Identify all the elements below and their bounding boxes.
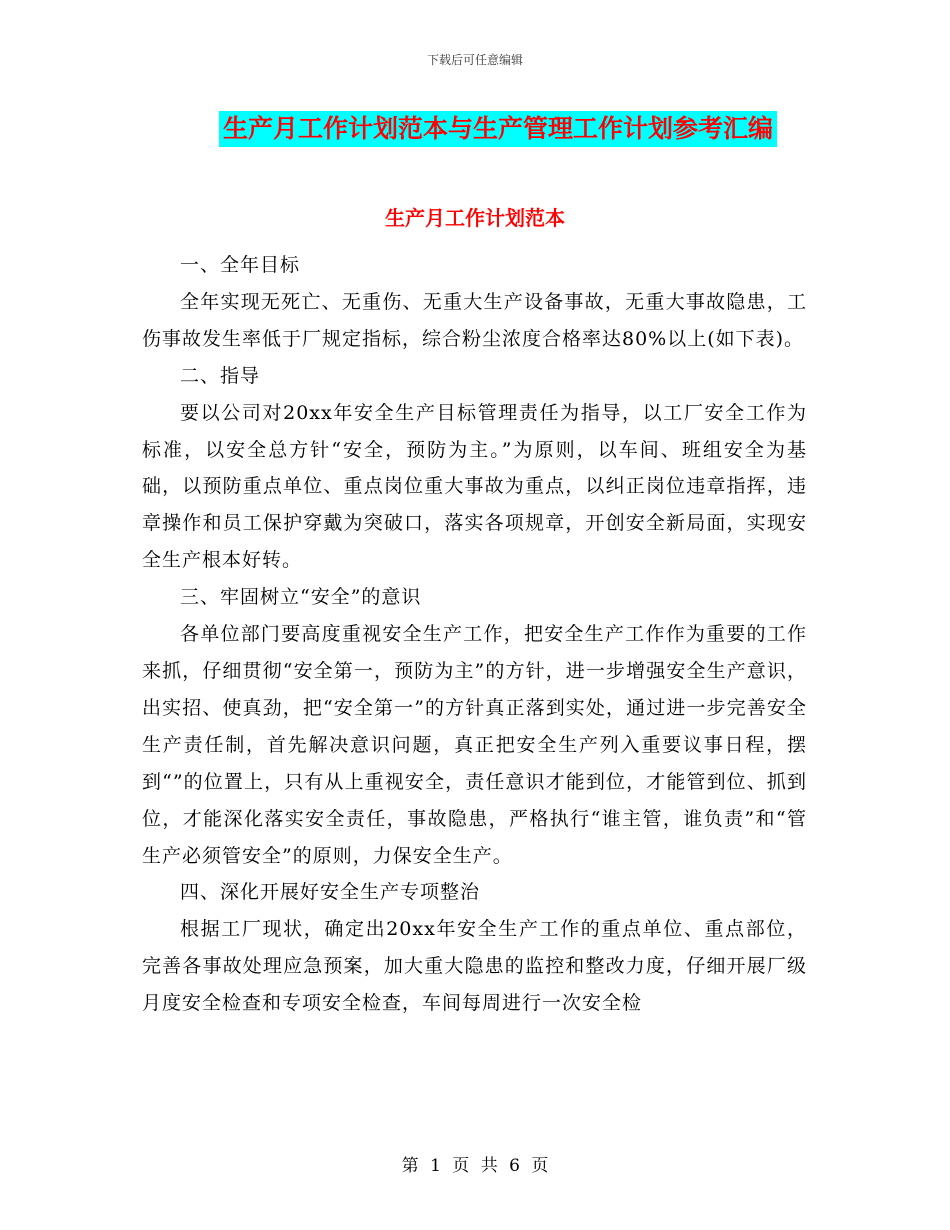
page-number-footer: 第 1 页 共 6 页: [401, 1156, 549, 1176]
paragraph-awareness: 各单位部门要高度重视安全生产工作，把安全生产工作作为重要的工作来抓，仔细贯彻“安全第一，预防为主”的方针，进一步增强安全生产意识，出实招、使真劲，把“安全第一”的方针真正落到实处，通过进一步完善安全生产责任制，首先解决意识问题，真正把安全生产列入重要议事日程，摆到“”的位置上，只有从上重视安全，责任意识才能到位，才能管到位、抓到位，才能深化落实安全责任，事故隐患，严格执行“谁主管，谁负责”和“管生产必须管安全”的原则，力保安全生产。: [142, 623, 807, 867]
document-main-title: [0, 111, 950, 150]
main-title-highlight: 生产月工作计划范本与生产管理工作计划参考汇编: [219, 111, 777, 147]
paragraph-goals: 全年实现无死亡、无重伤、无重大生产设备事故，无重大事故隐患，工伤事故发生率低于厂规定指标，综合粉尘浓度合格率达80%以上(如下表)。: [142, 290, 807, 350]
page-header-note: 下载后可任意编辑: [426, 53, 523, 67]
document-body: [142, 247, 807, 1022]
section-heading-goals: 一、全年目标: [180, 254, 301, 276]
paragraph-guidance: 要以公司对20xx年安全生产目标管理责任为指导，以工厂安全工作为标准，以安全总方针“安全，预防为主。”为原则，以车间、班组安全为基础，以预防重点单位、重点岗位重大事故为重点，以纠正岗位违章指挥，违章操作和员工保护穿戴为突破口，落实各项规章，开创安全新局面，实现安全生产根本好转。: [142, 401, 807, 572]
section-heading-awareness: 三、牢固树立“安全”的意识: [180, 586, 422, 609]
section-heading-guidance: 二、指导: [180, 364, 261, 387]
section-heading-rectification: 四、深化开展好安全生产专项整治: [180, 881, 481, 904]
paragraph-rectification: 根据工厂现状，确定出20xx年安全生产工作的重点单位、重点部位，完善各事故处理应急预案，加大重大隐患的监控和整改力度，仔细开展厂级月度安全检查和专项安全检查，车间每周进行一次安全检: [142, 918, 807, 1015]
document-sub-title: 生产月工作计划范本: [385, 206, 565, 230]
